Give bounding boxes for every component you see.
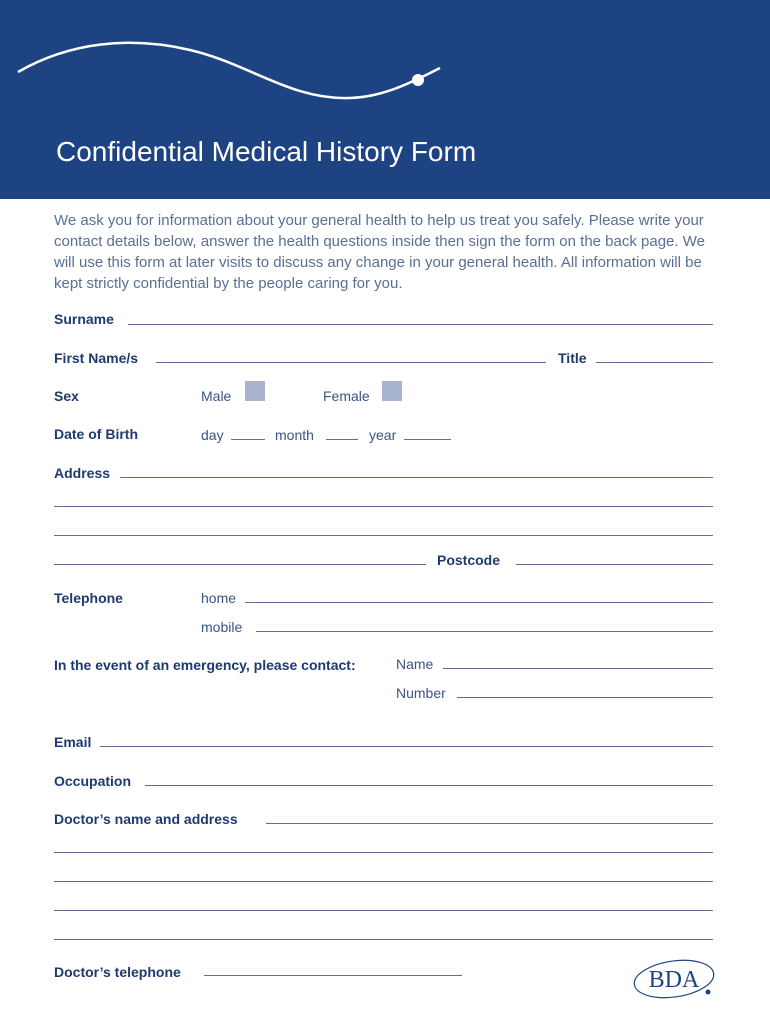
mobile-phone-label: mobile — [201, 619, 243, 635]
address-field-1[interactable] — [120, 477, 713, 478]
title-label: Title — [558, 350, 587, 366]
doctor-address-field-3[interactable] — [54, 881, 713, 882]
address-field-4[interactable] — [54, 564, 426, 565]
sex-label: Sex — [54, 388, 79, 404]
female-label: Female — [323, 388, 370, 404]
address-field-2[interactable] — [54, 506, 713, 507]
postcode-label: Postcode — [437, 552, 501, 568]
occupation-label: Occupation — [54, 773, 132, 789]
address-label: Address — [54, 465, 111, 481]
emergency-name-label: Name — [396, 656, 434, 672]
emergency-number-label: Number — [396, 685, 446, 701]
day-label: day — [201, 427, 224, 443]
surname-label: Surname — [54, 311, 114, 327]
form-title: Confidential Medical History Form — [56, 136, 477, 167]
male-label: Male — [201, 388, 232, 404]
intro-text: We ask you for information about your general health to help us treat you safely. Please write your contact details below, answer the health questions inside then sign the form on the back page. We will use this form at later visits to discuss any change in your general health. All information will be kept strictly confidential by the people caring for you. — [54, 212, 705, 292]
doctor-telephone-field[interactable] — [204, 975, 462, 976]
emergency-number-field[interactable] — [457, 697, 713, 698]
postcode-field[interactable] — [516, 564, 713, 565]
month-label: month — [275, 427, 314, 443]
email-label: Email — [54, 734, 92, 750]
emergency-contact-label: In the event of an emergency, please contact: — [54, 657, 356, 673]
title-field[interactable] — [596, 362, 713, 363]
dob-label: Date of Birth — [54, 426, 138, 442]
month-field[interactable] — [326, 439, 358, 440]
first-names-field[interactable] — [156, 362, 546, 363]
home-phone-field[interactable] — [245, 602, 713, 603]
mobile-phone-field[interactable] — [256, 631, 713, 632]
doctor-address-field-5[interactable] — [54, 939, 713, 940]
telephone-label: Telephone — [54, 590, 123, 606]
doctor-name-address-label: Doctor’s name and address — [54, 811, 238, 827]
year-label: year — [369, 427, 397, 443]
emergency-name-field[interactable] — [443, 668, 713, 669]
bda-logo — [630, 956, 720, 1006]
doctor-address-field-4[interactable] — [54, 910, 713, 911]
surname-field[interactable] — [128, 324, 713, 325]
email-field[interactable] — [100, 746, 713, 747]
home-phone-label: home — [201, 590, 237, 606]
occupation-field[interactable] — [145, 785, 713, 786]
male-checkbox[interactable] — [245, 381, 265, 401]
header-banner — [0, 0, 770, 199]
female-checkbox[interactable] — [382, 381, 402, 401]
address-field-3[interactable] — [54, 535, 713, 536]
first-names-label: First Name/s — [54, 350, 139, 366]
doctor-telephone-label: Doctor’s telephone — [54, 964, 181, 980]
doctor-address-field-1[interactable] — [266, 823, 713, 824]
swoosh-graphic — [0, 0, 770, 199]
bda-logo-text: BDA — [648, 967, 700, 993]
doctor-address-field-2[interactable] — [54, 852, 713, 853]
year-field[interactable] — [404, 439, 451, 440]
day-field[interactable] — [231, 439, 265, 440]
